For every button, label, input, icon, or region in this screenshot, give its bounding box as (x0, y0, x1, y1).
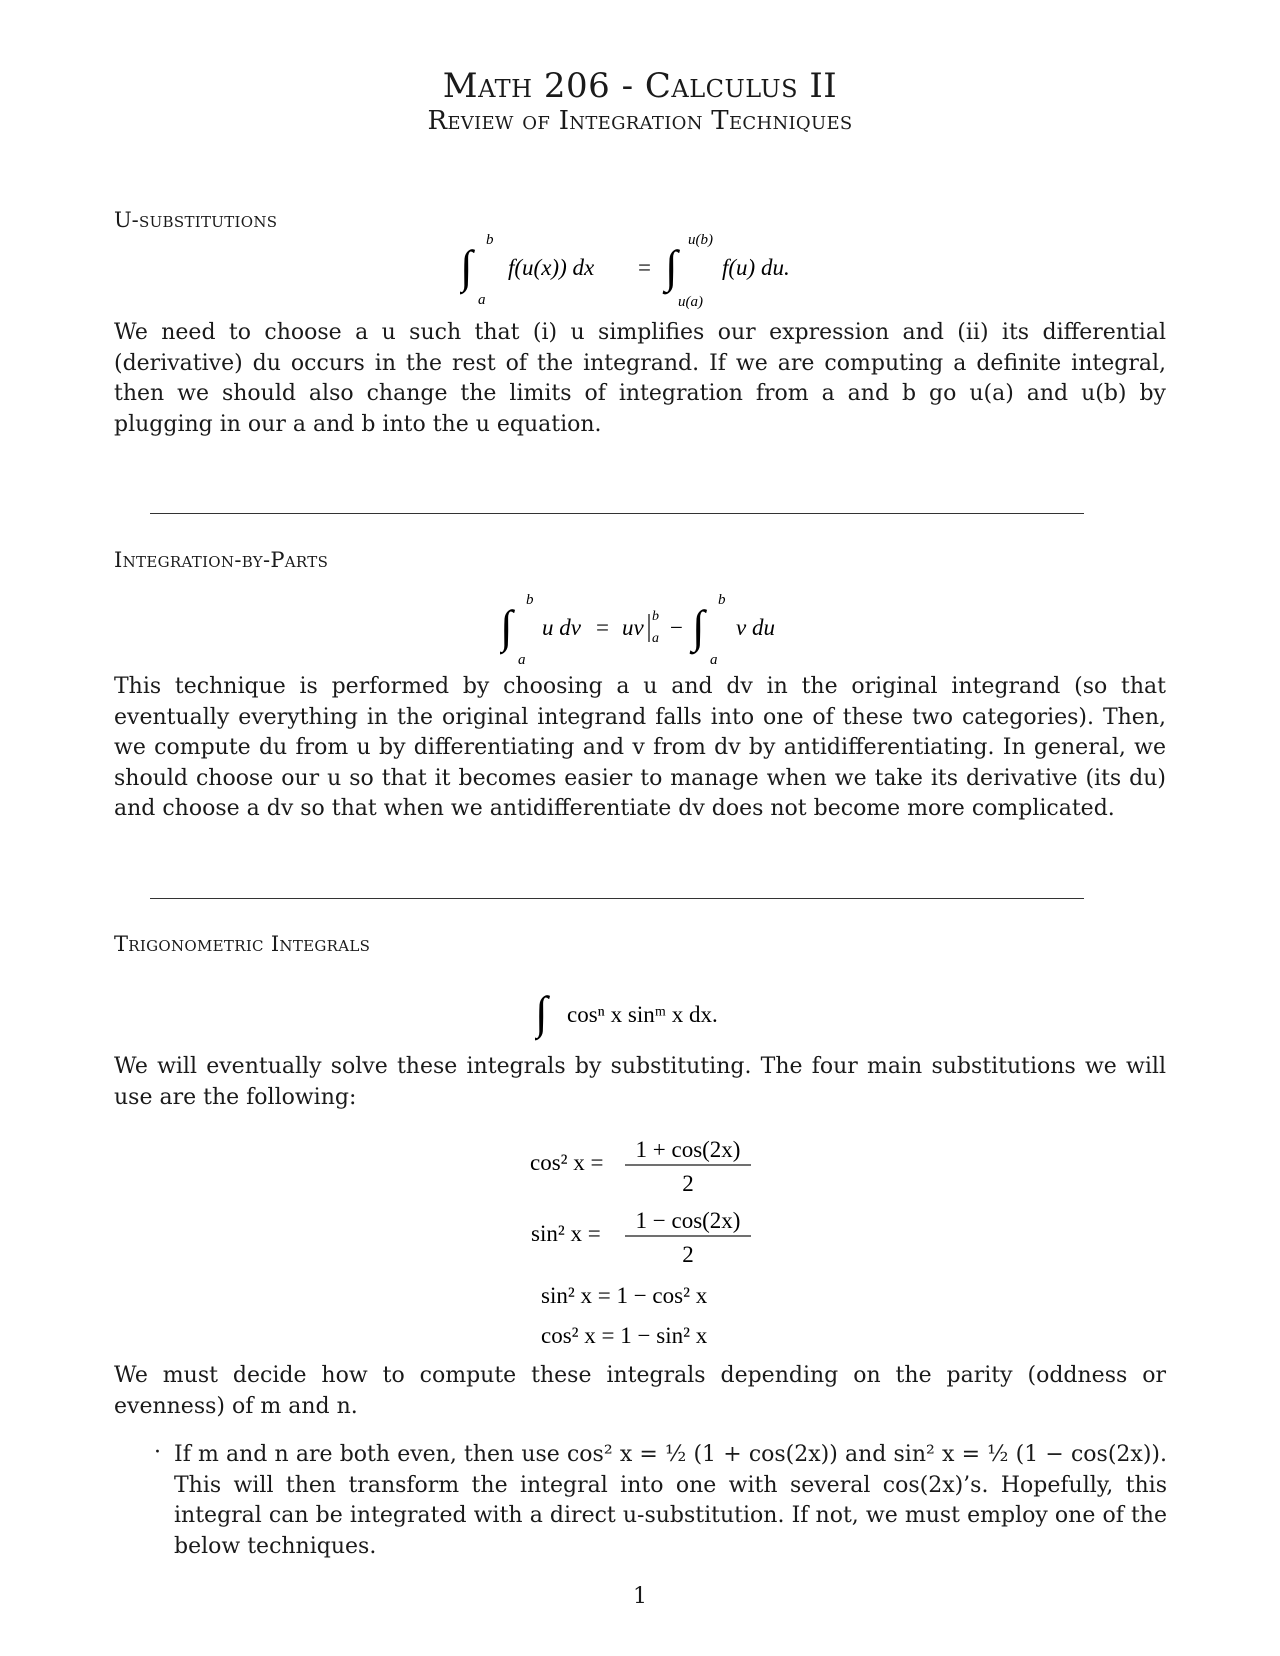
bullet-marker: · (154, 1440, 161, 1465)
usub-formula (460, 230, 840, 310)
parts-integral-sign-right: ∫ (692, 601, 705, 652)
identity-cos2-numerator: 1 + cos(2x) (635, 1137, 741, 1162)
parts-left-lower: a (518, 652, 526, 668)
bullet-item-even-powers: If m and n are both even, then use cos² x = ½ (1 + cos(2x)) and sin² x = ½ (1 − cos(2x)). This will then transform the integral into one with several cos(2x)’s. Hopefully, this integral can be integrated with a direct u-substitution. If not, we must employ one of the below techniques. (174, 1442, 1167, 1559)
parts-right-integrand: v du (736, 615, 775, 640)
section-heading-parts: Integration-by-Parts (114, 548, 329, 572)
trig-integral-sign: ∫ (535, 987, 548, 1038)
page-number: 1 (633, 1584, 647, 1609)
usub-right-lower: u(a) (678, 294, 703, 310)
page-title: Math 206 - Calculus II (442, 66, 838, 106)
parts-paragraph: This technique is performed by choosing a u and dv in the original integrand (so that eventually everything in the original integrand falls into one of these two categories). Then, we compute du from u by differentiating and v from dv by antidifferentiating. In general, we should choose our u so that it becomes easier to manage when we take its derivative (its du) and choose a dv so that when we antidifferentiate dv does not become more complicated. (114, 674, 1166, 821)
usub-right-integrand: f(u) du. (722, 255, 790, 280)
section-heading-trig: Trigonometric Integrals (114, 932, 371, 956)
parts-right-lower: a (710, 652, 718, 668)
identity-pythagorean-1: sin² x = 1 − cos² x (541, 1283, 708, 1308)
parts-integral-sign-left: ∫ (500, 601, 513, 652)
parts-equals: = (596, 615, 609, 640)
section-divider (150, 898, 1084, 899)
usub-integral-sign-right: ∫ (665, 241, 678, 292)
identity-sin2-lhs: sin² x = (531, 1221, 601, 1246)
usub-paragraph: We need to choose a u such that (i) u simplifies our expression and (ii) its differential (derivative) du occurs in the rest of the integrand. If we are computing a definite integral, then we should also change the limits of integration from a and b go u(a) and u(b) by plugging in our a and b into the u equation. (114, 320, 1166, 437)
usub-right-upper: u(b) (688, 232, 713, 248)
parts-eval-upper: b (652, 609, 659, 624)
usub-left-lower: a (478, 292, 486, 308)
trig-paragraph-1: We will eventually solve these integrals by substituting. The four main substitutions we will use are the following: (114, 1054, 1166, 1110)
trig-formula (535, 978, 775, 1048)
parts-right-upper: b (718, 592, 726, 608)
parts-left-upper: b (526, 592, 534, 608)
trig-identities (520, 1125, 820, 1350)
identity-cos2-lhs: cos² x = (530, 1150, 604, 1175)
section-divider (150, 513, 1084, 514)
parts-uv: uv (622, 615, 644, 640)
usub-left-integrand: f(u(x)) dx (508, 255, 595, 280)
section-heading-usub: U-substitutions (114, 208, 278, 232)
trig-paragraph-2: We must decide how to compute these integrals depending on the parity (oddness or evenness) of m and n. (114, 1363, 1166, 1419)
parts-minus: − (670, 615, 683, 640)
page-subtitle: Review of Integration Techniques (427, 106, 853, 136)
identity-cos2-denominator: 2 (682, 1171, 694, 1196)
usub-integral-sign-left: ∫ (460, 241, 473, 292)
parts-formula (500, 590, 800, 670)
usub-left-upper: b (486, 232, 494, 248)
identity-sin2-numerator: 1 − cos(2x) (635, 1208, 741, 1233)
identity-pythagorean-2: cos² x = 1 − sin² x (541, 1323, 708, 1348)
trig-integrand: cosⁿ x sinᵐ x dx. (567, 1002, 718, 1027)
identity-sin2-denominator: 2 (682, 1242, 694, 1267)
usub-equals: = (638, 255, 651, 280)
parts-left-integrand: u dv (542, 615, 581, 640)
parts-eval-lower: a (652, 631, 659, 646)
